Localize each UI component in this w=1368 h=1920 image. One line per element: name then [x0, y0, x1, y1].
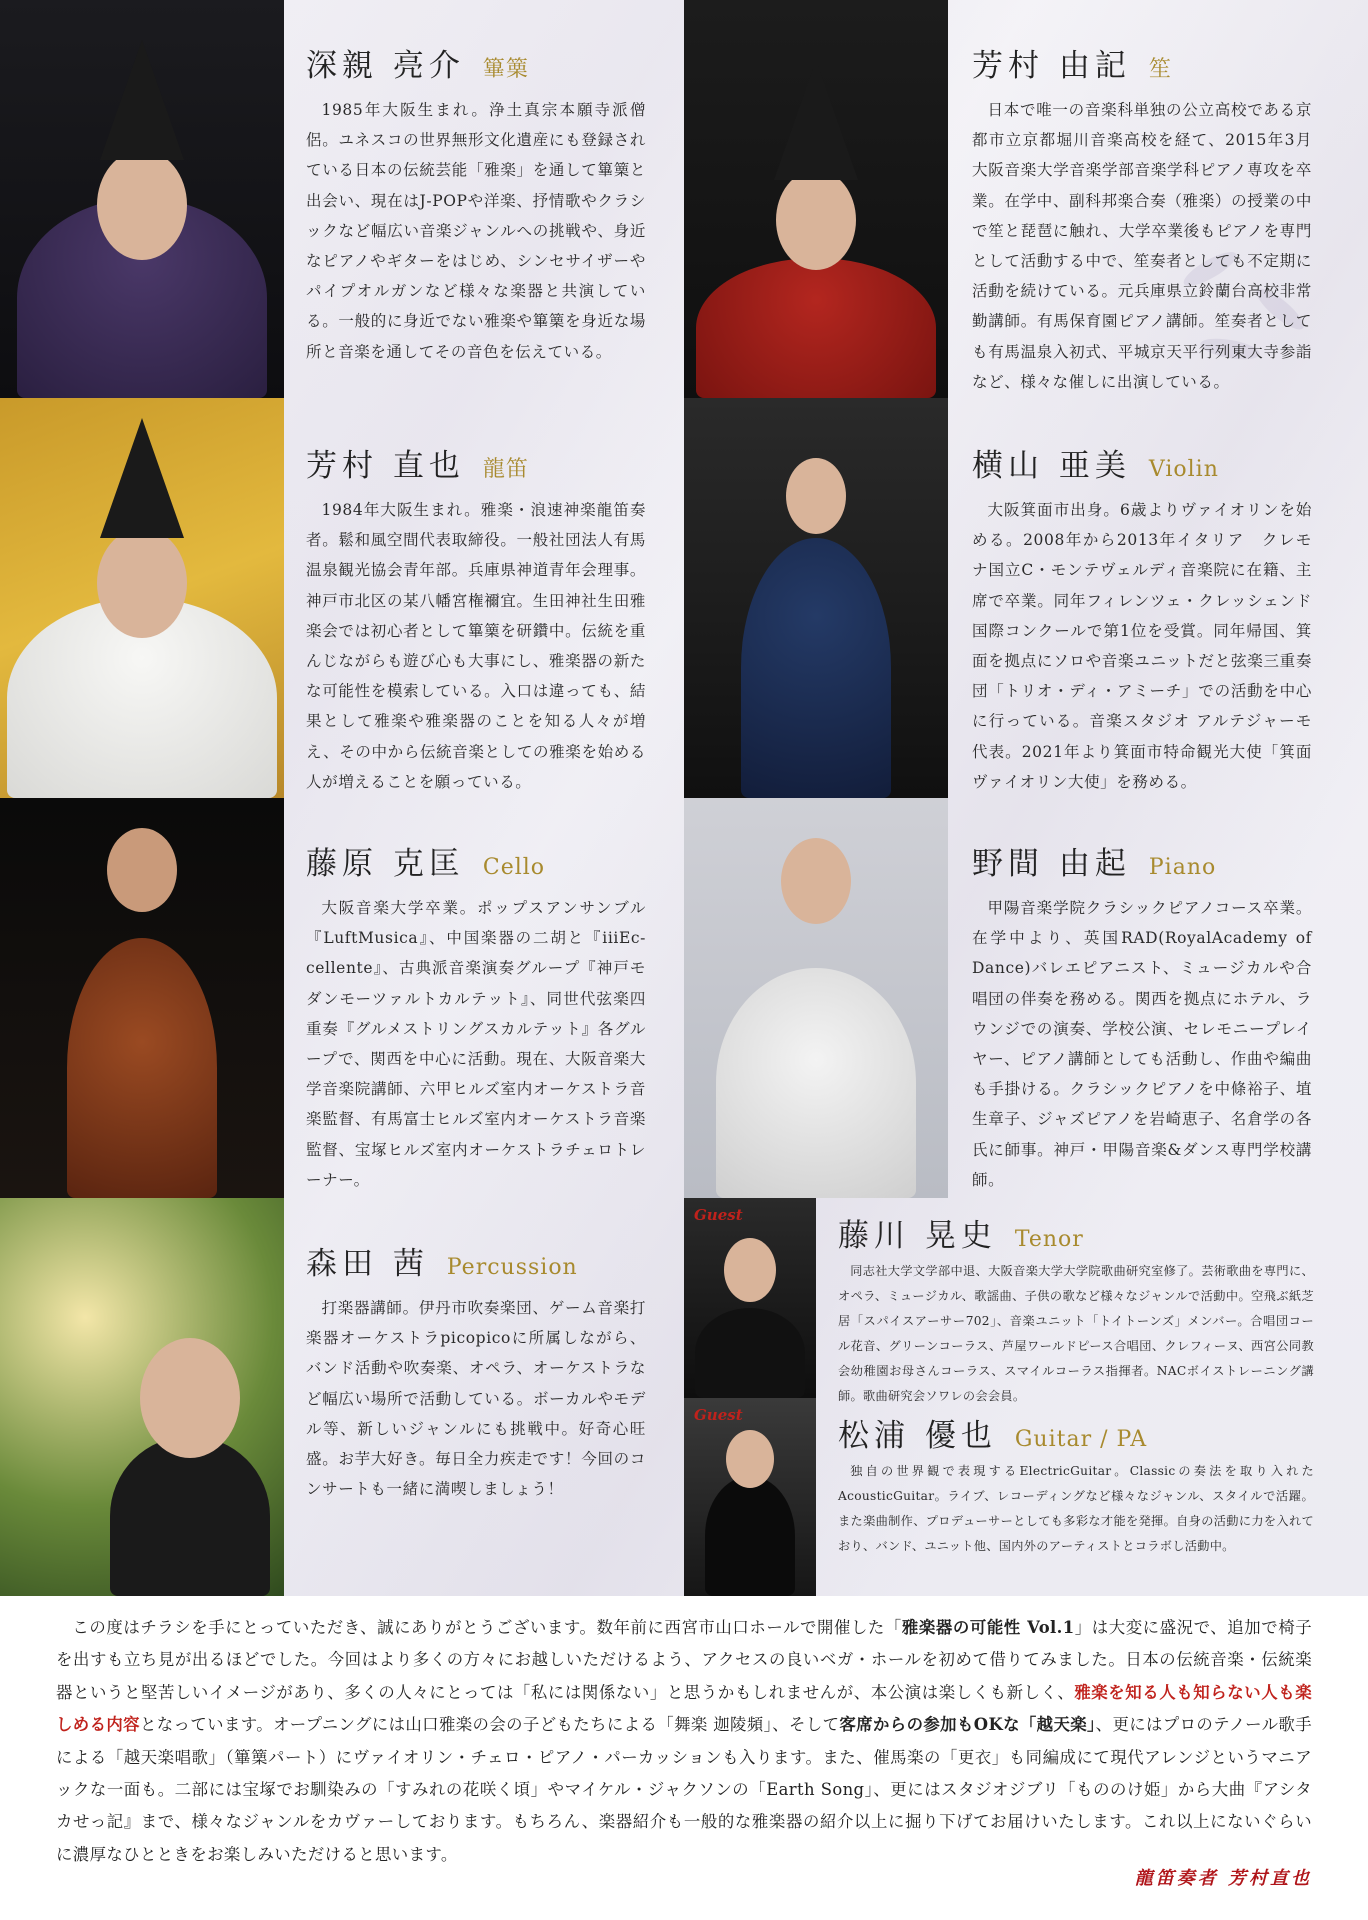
- performer-bio: 大阪箕面市出身。6歳よりヴァイオリンを始める。2008年から2013年イタリア クレモナ国立C・モンテヴェルディ音楽院に在籍、主席で卒業。同年フィレンツェ・クレッシェンド国際コンクールで第1位を受賞。同年帰国、箕面を拠点にソロや音楽ユニットだと弦楽三重奏団「トリオ・ディ・アミーチ」での活動を中心に行っている。音楽スタジオ アルテジャーモ代表。2021年より箕面市特命観光大使「箕面ヴァイオリン大使」を務める。: [972, 501, 1312, 791]
- performer-name: 野間 由起: [972, 846, 1131, 882]
- performer-role: Guitar / PA: [1014, 1427, 1148, 1452]
- performer-name: 芳村 由記: [972, 48, 1131, 84]
- performer-role: Tenor: [1014, 1227, 1084, 1252]
- performer-bio: 1984年大阪生まれ。雅楽・浪速神楽龍笛奏者。鬆和風空間代表取締役。一般社団法人有馬温泉観光協会青年部。兵庫県神道青年会理事。神戸市北区の某八幡宮権禰宜。生田神社生田雅楽会では初心者として篳篥を研鑽中。伝統を重んじながらも遊び心も大事にし、雅楽器の新たな可能性を模索している。入口は違っても、結果として雅楽や雅楽器のことを知る人々が増え、その中から伝統音楽としての雅楽を始める人が増えることを願っている。: [306, 501, 646, 791]
- concert-title: 雅楽器の可能性 Vol.1: [901, 1618, 1075, 1637]
- greeting-section: [0, 1596, 1368, 1920]
- performer-card: [838, 1210, 1314, 1409]
- performer-bio: 同志社大学文学部中退、大阪音楽大学大学院歌曲研究室修了。芸術歌曲を専門に、オペラ、ミュージカル、歌謡曲、子供の歌など様々なジャンルで活動中。空飛ぶ紙芝居「スパイスアーサー702」、音楽ユニット「トイトーンズ」メンバー。合唱団コール花音、グリーンコーラス、芦屋ワールドピース合唱団、クレフィーヌ、西宮公同教会幼稚園お母さんコーラス、スマイルコーラス指揮者。NACボイストレーニング講師。歌曲研究会ソワレの会会員。: [838, 1264, 1314, 1403]
- greeting-message: [56, 1612, 1312, 1871]
- performer-name: 松浦 優也: [838, 1418, 997, 1454]
- message-text: 、更にはプロのテノール歌手による「越天楽唱歌」（篳篥パート）にヴァイオリン・チェロ・ピアノ・パーカッションも入ります。また、催馬楽の「更衣」も同編成にて現代アレンジというマニアックな一面も。二部には宝塚でお馴染みの「すみれの花咲く頃」やマイケル・ジャクソンの「Earth Song」、更にはスタジオジブリ「もののけ姫」から大曲『アシタカせっ記』まで、様々なジャンルをカヴァーしております。もちろん、楽器紹介も一般的な雅楽器の紹介以上に掘り下げてお届けいたします。これ以上にないぐらいに濃厚なひとときをお楽しみいただけると思います。: [56, 1715, 1312, 1864]
- performer-bio: 甲陽音楽学院クラシックピアノコース卒業。在学中より、英国RAD(RoyalAcademy of Dance)バレエピアニスト、ミュージカルや合唱団の伴奏を務める。関西を拠点にホテル、ラウンジでの演奏、学校公演、セレモニープレイヤー、ピアノ講師としても活動し、作曲や編曲も手掛ける。クラシックピアノを中條裕子、埴生章子、ジャズピアノを岩崎恵子、名倉学の各氏に師事。神戸・甲陽音楽&ダンス専門学校講師。: [972, 899, 1312, 1189]
- performer-card: [838, 1410, 1314, 1559]
- performer-name: 藤川 晃史: [838, 1218, 997, 1254]
- photo-fujiwara: [0, 798, 284, 1198]
- performer-bio: 大阪音楽大学卒業。ポップスアンサンブル『LuftMusica』、中国楽器の二胡と『iiiEc-cellente』、古典派音楽演奏グループ『神戸モダンモーツァルトカルテット』、同世代弦楽四重奏『グルメストリングスカルテット』各グループで、関西を中心に活動。現在、大阪音楽大学音楽院講師、六甲ヒルズ室内オーケストラ音楽監督、有馬富士ヒルズ室内オーケストラ音楽監督、宝塚ヒルズ室内オーケストラチェロトレーナー。: [306, 899, 646, 1189]
- performer-role: Percussion: [446, 1255, 578, 1280]
- performer-card: [306, 40, 646, 367]
- photo-matsuura: [684, 1398, 816, 1596]
- performer-name: 横山 亜美: [972, 448, 1131, 484]
- performer-card: [972, 40, 1312, 397]
- performer-card: [972, 440, 1312, 797]
- photo-yokoyama: [684, 398, 948, 798]
- performer-card: [306, 440, 646, 797]
- photo-fukachika: [0, 0, 284, 398]
- highlight-text: 客席からの参加もOKな「越天楽」: [839, 1715, 1096, 1735]
- performer-card: [972, 838, 1312, 1195]
- performer-role: 笙: [1148, 57, 1172, 82]
- message-text: 」は大変に盛況で、追加で椅子を出すも立ち見が出るほどでした。今回はより多くの方々にお越しいただけるよう、アクセスの良いベガ・ホールを初めて借りてみました。日本の伝統音楽・伝統楽器というと堅苦しいイメージがあり、多くの人々にとっては「私には関係ない」と思うかもしれませんが、本公演は楽しくも新しく、: [56, 1618, 1312, 1702]
- photo-morita: [0, 1198, 284, 1596]
- performer-name: 深親 亮介: [306, 48, 465, 84]
- performer-card: [306, 838, 646, 1195]
- guest-tag: Guest: [694, 1406, 743, 1424]
- message-text: となっています。オープニングには山口雅楽の会の子どもたちによる「舞楽 迦陵頻」、そして: [139, 1715, 840, 1735]
- performer-card: [306, 1238, 646, 1504]
- photo-fujikawa: [684, 1198, 816, 1398]
- message-text: この度はチラシを手にとっていただき、誠にありがとうございます。数年前に西宮市山口ホールで開催した「: [72, 1618, 902, 1637]
- guest-tag: Guest: [694, 1206, 743, 1224]
- performer-name: 芳村 直也: [306, 448, 465, 484]
- signature: 龍笛奏者 芳村直也: [1134, 1868, 1312, 1889]
- performer-role: Piano: [1148, 855, 1217, 880]
- performer-bio: 打楽器講師。伊丹市吹奏楽団、ゲーム音楽打楽器オーケストラpicopicoに所属しながら、バンド活動や吹奏楽、オペラ、オーケストラなど幅広い場所で活動している。ボーカルやモデル等、新しいジャンルにも挑戦中。好奇心旺盛。お芋大好き。毎日全力疾走です！今回のコンサートも一緒に満喫しましょう！: [306, 1299, 646, 1499]
- performer-role: 龍笛: [482, 457, 529, 482]
- performer-role: Cello: [482, 855, 546, 880]
- photo-yoshimura-yuki: [684, 0, 948, 398]
- performer-bio: 1985年大阪生まれ。浄土真宗本願寺派僧侶。ユネスコの世界無形文化遺産にも登録されている日本の伝統芸能「雅楽」を通して篳篥と出会い、現在はJ-POPや洋楽、抒情歌やクラシックなど幅広い音楽ジャンルへの挑戦や、身近なピアノやギターをはじめ、シンセサイザーやパイプオルガンなど様々な楽器と共演している。一般的に身近でない雅楽や篳篥を身近な場所と音楽を通してその音色を伝えている。: [306, 101, 646, 361]
- photo-noma: [684, 798, 948, 1198]
- performer-name: 森田 茜: [306, 1246, 429, 1282]
- performer-role: 篳篥: [482, 57, 529, 82]
- performer-bio: 日本で唯一の音楽科単独の公立高校である京都市立京都堀川音楽高校を経て、2015年3月大阪音楽大学音楽学部音楽学科ピアノ専攻を卒業。在学中、副科邦楽合奏（雅楽）の授業の中で笙と琵琶に触れ、大学卒業後もピアノを専門として活動する中で、笙奏者としても不定期に活動を続けている。元兵庫県立鈴蘭台高校非常勤講師。有馬保育園ピアノ講師。笙奏者としても有馬温泉入初式、平城京天平行列東大寺参詣など、様々な催しに出演している。: [972, 101, 1312, 391]
- performer-name: 藤原 克匡: [306, 846, 465, 882]
- performer-bio: 独自の世界観で表現するElectricGuitar。Classicの奏法を取り入れたAcousticGuitar。ライブ、レコーディングなど様々なジャンル、スタイルで活躍。また楽曲制作、プロデューサーとしても多彩な才能を発揮。自身の活動に力を入れており、バンド、ユニット他、国内外のアーティストとコラボし活動中。: [838, 1464, 1314, 1553]
- photo-yoshimura-naoya: [0, 398, 284, 798]
- performer-role: Violin: [1148, 457, 1219, 482]
- highlight-text: 雅楽を知る人も知らない人も楽しめる内容: [56, 1682, 1312, 1735]
